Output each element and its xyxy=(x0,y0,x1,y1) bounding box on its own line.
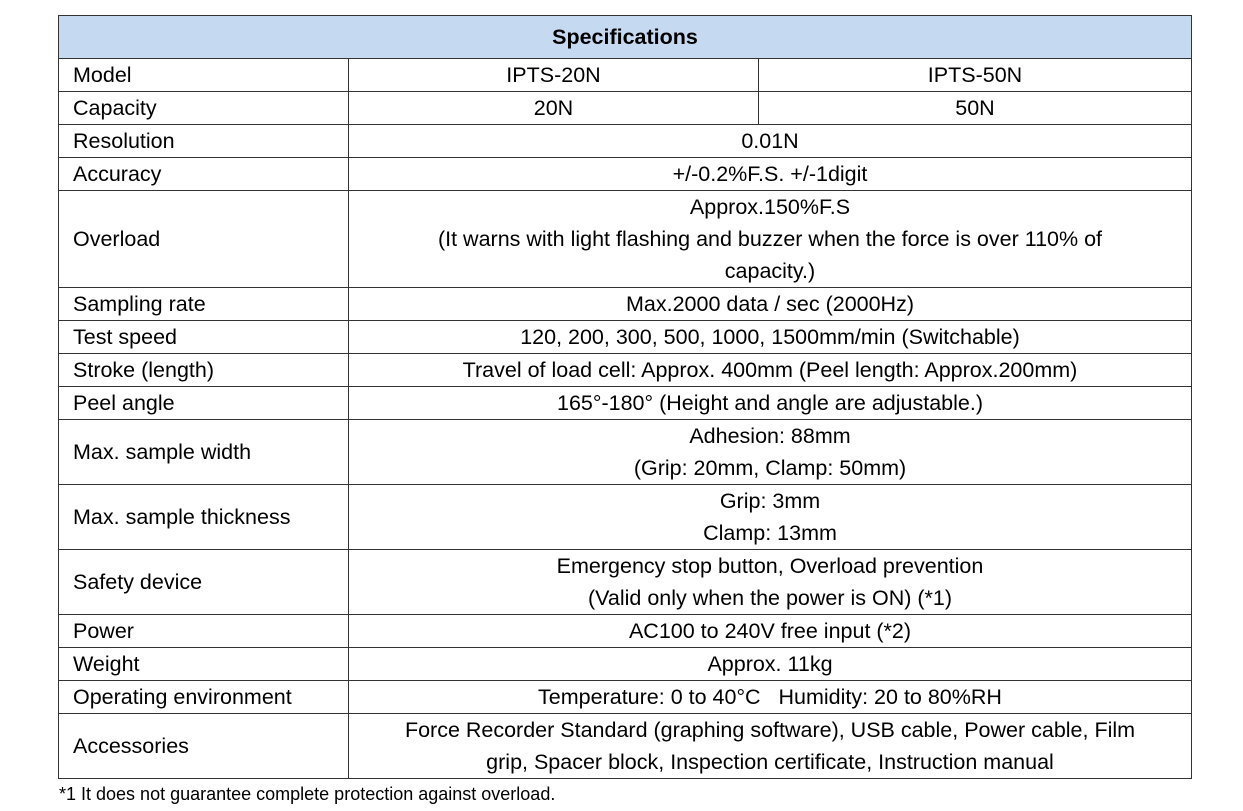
table-row xyxy=(59,550,1192,615)
row-value-line: 120, 200, 300, 500, 1000, 1500mm/min (Switchable) xyxy=(520,325,1020,349)
row-value xyxy=(349,615,1192,648)
table-body xyxy=(59,59,1192,779)
row-label: Model xyxy=(59,59,349,92)
row-label: Accessories xyxy=(59,714,349,779)
row-label: Accuracy xyxy=(59,158,349,191)
row-value-line: capacity.) xyxy=(724,259,816,283)
row-label: Overload xyxy=(59,191,349,288)
row-value xyxy=(349,420,1192,485)
table-row-capacity xyxy=(59,92,1192,125)
table-row xyxy=(59,648,1192,681)
row-value-line: grip, Spacer block, Inspection certificate, Instruction manual xyxy=(486,750,1054,774)
table-row xyxy=(59,288,1192,321)
row-value xyxy=(349,191,1192,288)
row-label: Max. sample width xyxy=(59,420,349,485)
table-row xyxy=(59,387,1192,420)
row-value-line: Approx.150%F.S xyxy=(689,195,851,219)
row-value xyxy=(349,125,1192,158)
model-value-ipts-20n: IPTS-20N xyxy=(349,59,759,92)
row-value xyxy=(349,550,1192,615)
table-row xyxy=(59,681,1192,714)
table-row xyxy=(59,191,1192,288)
row-value xyxy=(349,387,1192,420)
row-value-line: AC100 to 240V free input (*2) xyxy=(628,619,912,643)
row-value-line: (It warns with light flashing and buzzer when the force is over 110% of xyxy=(437,227,1103,251)
row-value-line: +/-0.2%F.S. +/-1digit xyxy=(672,162,868,186)
row-value-line: Temperature: 0 to 40°C Humidity: 20 to 80%RH xyxy=(538,685,1002,709)
row-value-line: Clamp: 13mm xyxy=(703,521,837,545)
row-value-line: Adhesion: 88mm xyxy=(689,424,851,448)
row-value-line: Emergency stop button, Overload prevention xyxy=(556,554,984,578)
table-row xyxy=(59,354,1192,387)
row-label: Operating environment xyxy=(59,681,349,714)
row-label: Safety device xyxy=(59,550,349,615)
row-label: Sampling rate xyxy=(59,288,349,321)
table-row xyxy=(59,420,1192,485)
row-value xyxy=(349,158,1192,191)
specifications-table xyxy=(58,15,1192,779)
row-value-line: 0.01N xyxy=(741,129,799,153)
table-row xyxy=(59,485,1192,550)
row-value-line: Force Recorder Standard (graphing software), USB cable, Power cable, Film xyxy=(404,718,1136,742)
model-value-ipts-50n: IPTS-50N xyxy=(759,59,1192,92)
row-value-line: Max.2000 data / sec (2000Hz) xyxy=(625,292,914,316)
row-value xyxy=(349,485,1192,550)
row-value-line: Approx. 11kg xyxy=(707,652,833,676)
footnote: *1 It does not guarantee complete protection against overload. xyxy=(59,784,556,804)
row-label: Resolution xyxy=(59,125,349,158)
table-header-row xyxy=(59,16,1192,59)
row-label: Power xyxy=(59,615,349,648)
row-label: Max. sample thickness xyxy=(59,485,349,550)
row-value-line: Travel of load cell: Approx. 400mm (Peel length: Approx.200mm) xyxy=(462,358,1078,382)
row-value-line: (Valid only when the power is ON) (*1) xyxy=(587,586,953,610)
row-label: Peel angle xyxy=(59,387,349,420)
row-value xyxy=(349,354,1192,387)
row-value xyxy=(349,681,1192,714)
row-value xyxy=(349,648,1192,681)
row-value xyxy=(349,321,1192,354)
row-value-line: 165°-180° (Height and angle are adjustable.) xyxy=(557,391,983,415)
table-row xyxy=(59,158,1192,191)
table-row xyxy=(59,615,1192,648)
row-value xyxy=(349,714,1192,779)
table-title: Specifications xyxy=(59,16,1192,59)
row-label: Test speed xyxy=(59,321,349,354)
capacity-value-50n: 50N xyxy=(759,92,1192,125)
row-label: Weight xyxy=(59,648,349,681)
row-label: Stroke (length) xyxy=(59,354,349,387)
table-row xyxy=(59,714,1192,779)
capacity-value-20n: 20N xyxy=(349,92,759,125)
table-row xyxy=(59,321,1192,354)
row-label: Capacity xyxy=(59,92,349,125)
row-value-line: Grip: 3mm xyxy=(719,489,821,513)
row-value xyxy=(349,288,1192,321)
row-value-line: (Grip: 20mm, Clamp: 50mm) xyxy=(633,456,907,480)
table-row xyxy=(59,125,1192,158)
table-row-model xyxy=(59,59,1192,92)
